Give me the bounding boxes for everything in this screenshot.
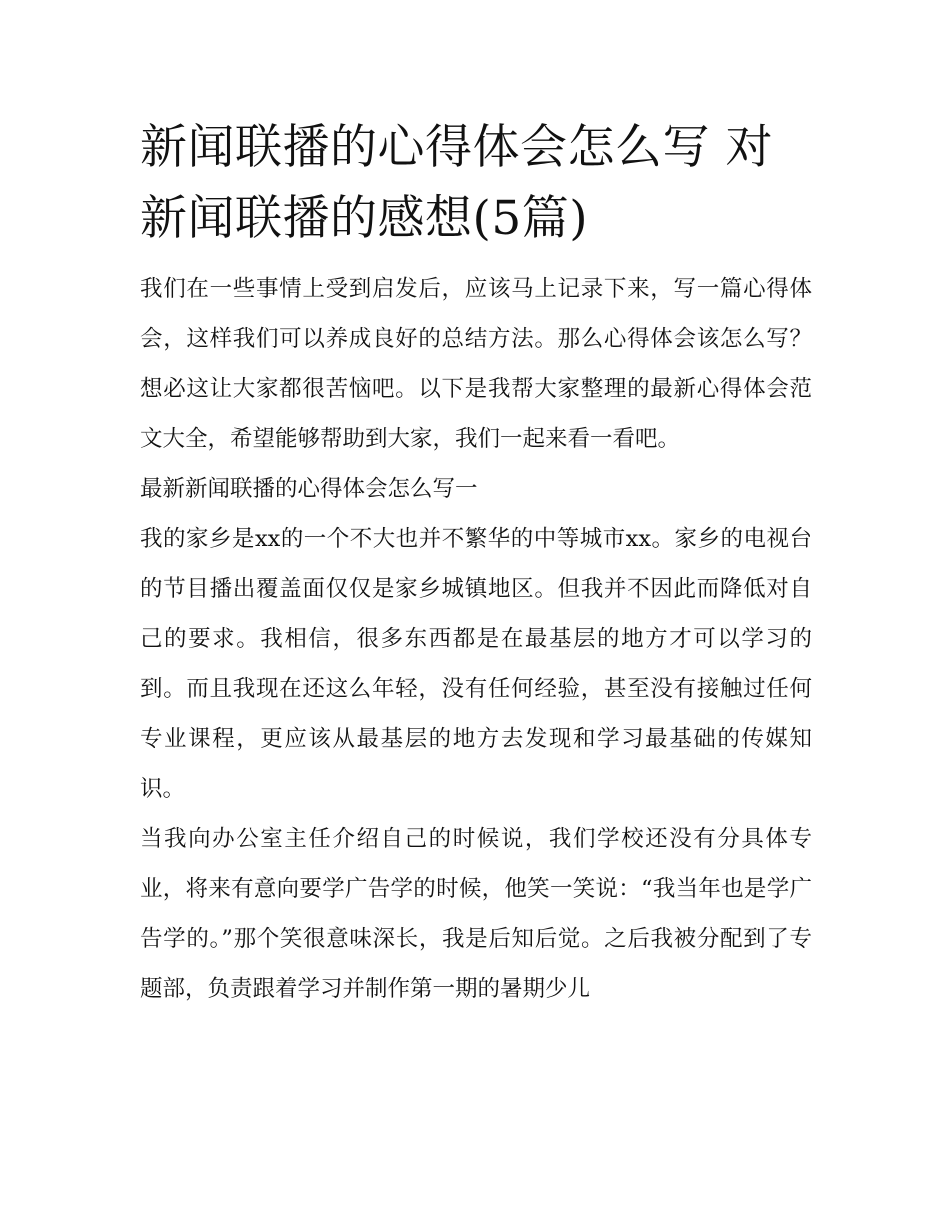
intro-paragraph: 我们在一些事情上受到启发后，应该马上记录下来，写一篇心得体会，这样我们可以养成良好的总结方法。那么心得体会该怎么写？想必这让大家都很苦恼吧。以下是我帮大家整理的最新心得体会范文大全，希望能够帮助到大家，我们一起来看一看吧。 xyxy=(140,276,812,452)
section-heading: 最新新闻联播的心得体会怎么写一 xyxy=(140,476,478,502)
body-paragraph: 我的家乡是xx的一个不大也并不繁华的中等城市xx。家乡的电视台的节目播出覆盖面仅仅是家乡城镇地区。但我并不因此而降低对自己的要求。我相信，很多东西都是在最基层的地方才可以学习的到。而且我现在还这么年轻，没有任何经验，甚至没有接触过任何专业课程，更应该从最基层的地方去发现和学习最基础的传媒知识。 xyxy=(140,526,812,802)
document-title: 新闻联播的心得体会怎么写 对新闻联播的感想(5篇) xyxy=(140,120,773,246)
body-paragraph: 当我向办公室主任介绍自己的时候说，我们学校还没有分具体专业，将来有意向要学广告学的时候，他笑一笑说：“我当年也是学广告学的。”那个笑很意味深长，我是后知后觉。之后我被分配到了专题部，负责跟着学习并制作第一期的暑期少儿 xyxy=(140,826,812,1002)
document-page xyxy=(140,112,812,1014)
